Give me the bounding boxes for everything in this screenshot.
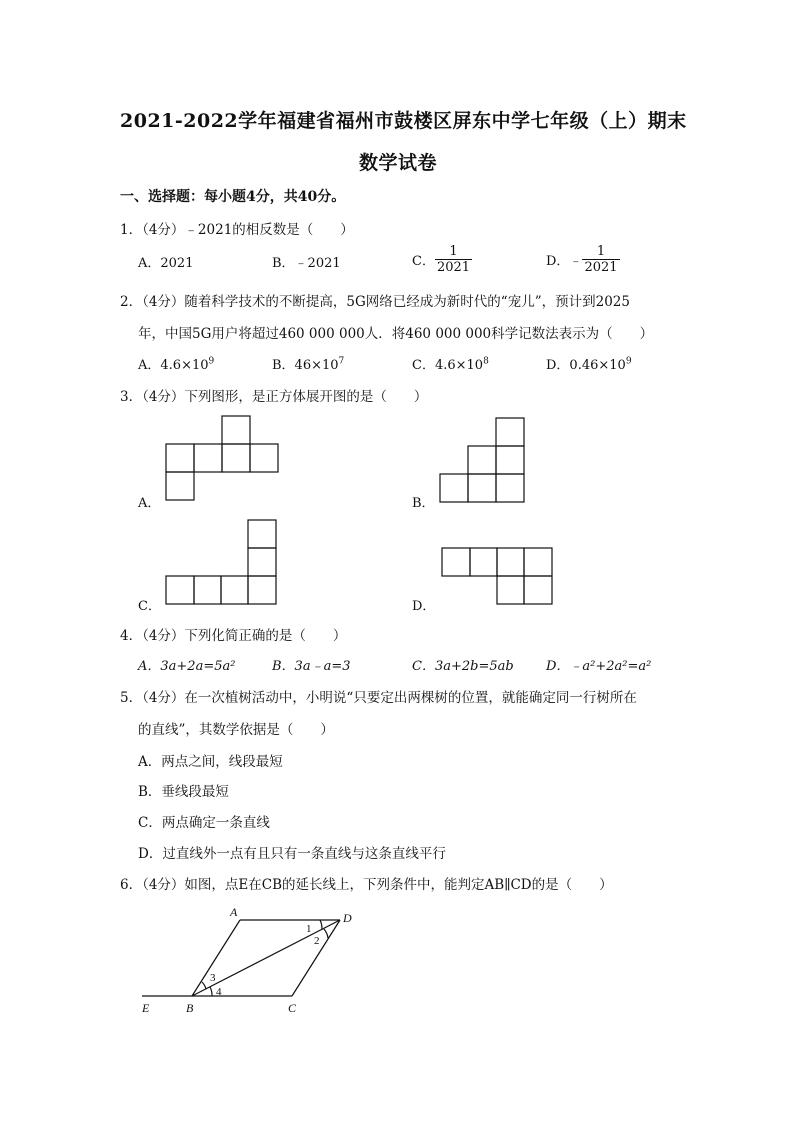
exponent: 9 [208, 356, 215, 367]
numerator: 1 [582, 244, 619, 260]
option-text: B．46×10 [272, 358, 339, 373]
point-label-c: C [288, 1001, 297, 1015]
question-4-option-b: B．3a﹣a=3 [272, 659, 351, 674]
question-1-option-d [546, 244, 620, 275]
question-5-option-a: A．两点之间，线段最短 [138, 754, 283, 770]
question-1-stem: 1．（4分）﹣2021的相反数是（ ） [120, 222, 354, 238]
question-5-option-b: B．垂线段最短 [138, 784, 229, 800]
page-title-line2: 数学试卷 [359, 152, 438, 174]
question-2-option-c [412, 354, 489, 373]
numerator: 1 [435, 244, 472, 260]
question-2-option-d [546, 354, 632, 373]
option-text: C．4.6×10 [412, 358, 484, 373]
point-label-e: E [142, 1001, 150, 1015]
question-5-line2: 的直线”，其数学依据是（ ） [138, 722, 334, 738]
question-3-option-a: A． [138, 496, 161, 511]
question-5-option-c: C．两点确定一条直线 [138, 815, 270, 831]
angle-label-3: 3 [210, 972, 216, 984]
angle-label-4: 4 [216, 986, 222, 998]
question-2-line1: 2．（4分）随着科学技术的不断提高，5G网络已经成为新时代的“宠儿”，预计到2025 [120, 294, 630, 310]
question-1-option-d-label: D．﹣ [546, 254, 583, 269]
question-1-option-a: A．2021 [138, 256, 194, 271]
question-3-option-d: D． [412, 599, 436, 614]
fraction [582, 244, 619, 275]
option-text: A．4.6×10 [138, 358, 209, 373]
question-1-option-b: B．﹣2021 [272, 256, 341, 271]
point-label-b: B [186, 1001, 194, 1015]
exponent: 9 [625, 356, 632, 367]
cube-net-figure-d [436, 542, 561, 610]
question-4-option-d: D．﹣a²+2a²=a² [546, 659, 652, 674]
question-1-option-c-label: C． [412, 254, 435, 269]
question-1-option-c [412, 244, 472, 275]
page-title-line1: 2021-2022学年福建省福州市鼓楼区屏东中学七年级（上）期末 [120, 110, 687, 132]
angle-label-2: 2 [314, 935, 320, 947]
question-2-line2: 年，中国5G用户将超过460 000 000人．将460 000 000科学记数法表示为（ ） [138, 326, 654, 342]
fraction [435, 244, 472, 275]
denominator: 2021 [436, 260, 471, 275]
exponent: 8 [483, 356, 489, 367]
question-4-option-a: A．3a+2a=5a² [138, 659, 236, 674]
question-5-line1: 5．（4分）在一次植树活动中，小明说“只要定出两棵树的位置，就能确定同一行树所在 [120, 690, 637, 706]
question-6-stem: 6．（4分）如图，点E在CB的延长线上，下列条件中，能判定AB∥CD的是（ ） [120, 877, 613, 893]
denominator: 2021 [584, 260, 618, 275]
question-3-stem: 3．（4分）下列图形，是正方体展开图的是（ ） [120, 389, 428, 405]
question-5-option-d: D．过直线外一点有且只有一条直线与这条直线平行 [138, 846, 446, 862]
cube-net-figure-a [160, 410, 290, 505]
cube-net-figure-b [436, 412, 531, 507]
question-2-option-b [272, 354, 344, 373]
section-heading: 一、选择题：每小题4分，共40分。 [120, 189, 346, 205]
question-3-option-b: B． [412, 496, 435, 511]
point-label-d: D [343, 911, 352, 925]
point-label-a: A [230, 905, 238, 919]
exponent: 7 [338, 356, 345, 367]
angle-label-1: 1 [306, 923, 312, 935]
question-3-option-c: C． [138, 599, 161, 614]
option-text: D．0.46×10 [546, 358, 626, 373]
question-2-option-a [138, 354, 214, 373]
question-4-option-c: C．3a+2b=5ab [412, 659, 514, 674]
question-4-stem: 4．（4分）下列化简正确的是（ ） [120, 628, 347, 644]
cube-net-figure-c [160, 514, 285, 609]
parallelogram-figure [130, 900, 370, 1020]
